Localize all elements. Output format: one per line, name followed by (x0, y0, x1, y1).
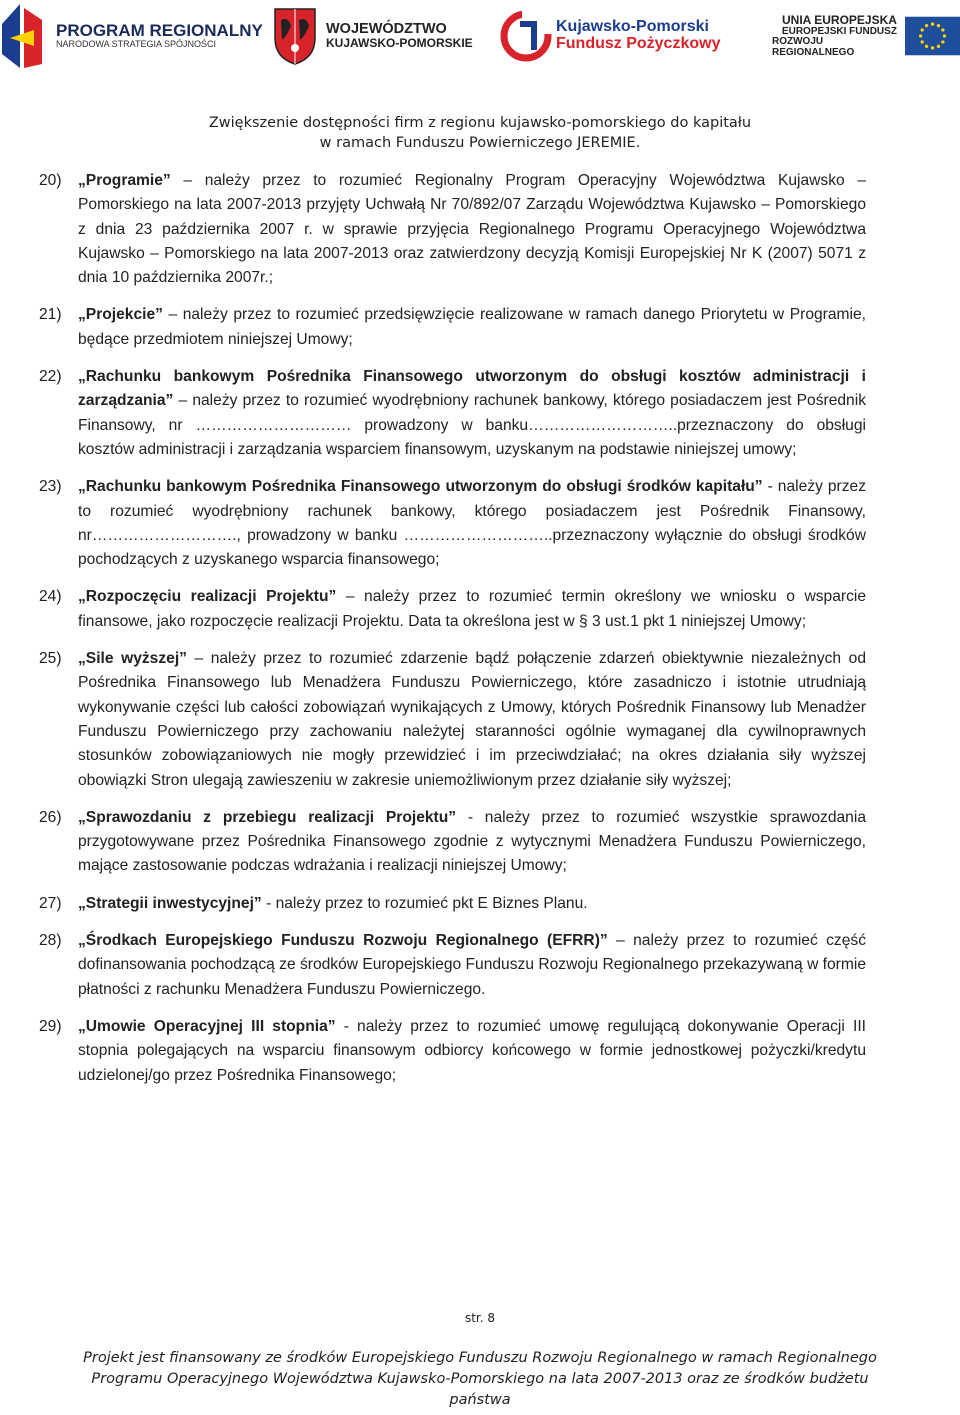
definition-text: - należy przez to rozumieć wszystkie sprawozdania przygotowywane przez Pośrednika Finansowego zgodnie z wytycznymi Menadżera Funduszu Powierniczego, mające zastosowanie podczas wdrażania i realizacji niniejszej Umowy; (78, 808, 866, 875)
footer-line-1: Projekt jest finansowany ze środków Europejskiego Funduszu Rozwoju Regionalnego w ramach Regionalnego (83, 1350, 877, 1366)
definition-item (39, 303, 866, 352)
definition-term: „Programie” (78, 172, 171, 189)
definition-number: 20) (39, 172, 62, 189)
definition-number: 24) (39, 588, 62, 606)
document-header (0, 113, 960, 153)
eu-flag-icon (905, 15, 960, 57)
program-regionalny-emblem-icon (0, 2, 52, 70)
definition-text: – należy przez to rozumieć przedsięwzięcie realizowane w ramach danego Priorytetu w Programie, będące przedmiotem niniejszej Umowy; (78, 306, 866, 348)
wojewodztwo-title: WOJEWÓDZTWO (326, 21, 447, 38)
definition-number: 21) (39, 306, 62, 324)
definition-item (39, 475, 866, 572)
header-line-1: Zwiększenie dostępności firm z regionu kujawsko-pomorskiego do kapitału (208, 115, 752, 131)
definition-term: „Strategii inwestycyjnej” (78, 894, 262, 912)
header-line-2: w ramach Funduszu Powierniczego JEREMIE. (319, 135, 641, 151)
definition-number: 23) (39, 478, 62, 496)
definition-term: „Rozpoczęciu realizacji Projektu” (78, 588, 337, 606)
definition-item (39, 929, 866, 1002)
definition-text: – należy przez to rozumieć wyodrębniony rachunek bankowy, którego posiadaczem jest Pośrednik Finansowy, nr ………………………… prowadzony w banku………………………..przeznaczony do obsługi kosztów administracji i zarządzania wsparciem finansowym, uzyskanym na podstawie niniejszej umowy; (78, 392, 866, 458)
definition-number: 22) (39, 368, 62, 386)
fundusz-title: Kujawsko-Pomorski (556, 18, 709, 36)
definition-text: – należy przez to rozumieć Regionalny Program Operacyjny Województwa Kujawsko – Pomorskiego na lata 2007-2013 przyjęty Uchwałą Nr 70/892/07 Zarządu Województwa Kujawsko – Pomorskiego z dnia 23 października 2007 r. w sprawie przyjęcia Regionalnego Programu Operacyjnego Województwa Kujawsko – Pomorskiego na lata 2007-2013 oraz zatwierdzony decyzją Komisji Europejskiej Nr K (2007) 5071 z dnia 10 października 2007r.; (78, 172, 866, 287)
ue-title: UNIA EUROPEJSKA (782, 12, 897, 27)
unia-europejska-logo (772, 2, 960, 70)
ue-line2: EUROPEJSKI FUNDUSZ (781, 25, 897, 37)
definition-number: 25) (39, 650, 62, 668)
definition-text: - należy przez to rozumieć umowę regulującą dokonywanie Operacji III stopnia polegających na wsparciu finansowym odbiorcy końcowego w formie jednostkowej pożyczki/kredytu udzielonej/go przez Pośrednika Finansowego; (78, 1017, 866, 1084)
definition-term: „Umowie Operacyjnej III stopnia” (78, 1017, 336, 1035)
definition-text: - należy przez to rozumieć wyodrębniony rachunek bankowy, którego posiadaczem jest Pośrednik Finansowy, nr………………………., prowadzony w banku ………………………..przeznaczony wyłącznie do obsługi środków pochodzących z uzyskanego wsparcia finansowego; (78, 478, 867, 569)
definition-term: „Projekcie” (78, 306, 163, 324)
definition-item (39, 647, 866, 793)
logo-bar (0, 0, 960, 75)
fundusz-subtitle: Fundusz Pożyczkowy (556, 35, 721, 52)
definition-text: – należy przez to rozumieć część dofinansowania pochodzącą ze środków Europejskiego Funduszu Rozwoju Regionalnego przekazywaną w formie płatności z rachunku Menadżera Funduszu Powierniczego. (78, 932, 867, 998)
definitions-list (39, 169, 866, 1101)
definition-term: „Sile wyższej” (78, 650, 187, 668)
wojewodztwo-logo (272, 2, 473, 70)
definition-number: 29) (39, 1017, 62, 1035)
fundusz-emblem-icon (500, 10, 552, 62)
footer-line-3: państwa (449, 1392, 511, 1408)
program-regionalny-subtitle: NARODOWA STRATEGIA SPÓJNOŚCI (56, 38, 217, 49)
wojewodztwo-subtitle: KUJAWSKO-POMORSKIE (326, 36, 473, 51)
definition-item (39, 806, 866, 879)
definition-text: - należy przez to rozumieć pkt E Biznes Planu. (261, 894, 588, 912)
definition-number: 26) (39, 808, 62, 826)
definition-item (39, 365, 866, 462)
definition-text: – należy przez to rozumieć zdarzenie bądź połączenie zdarzeń obiektywnie niezależnych od Pośrednika Finansowego lub Menadżera Funduszu Powierniczego, które zasadniczo i istotnie utrudniają wykonywanie części lub całości zobowiązań wynikających z Umowy, których Pośrednik Finansowy lub Menadżer Funduszu Powierniczego przy zachowaniu należytej staranności ogólnie wymaganej dla cywilnoprawnych stosunków zobowiązaniowych nie mogły przewidzieć i im przeciwdziałać; na okres działania siły wyższej obowiązki Stron ulegają zawieszeniu w zakresie uniemożliwionym przez działanie siły wyższej; (78, 650, 866, 789)
definition-term: „Środkach Europejskiego Funduszu Rozwoju Regionalnego (EFRR)” (78, 932, 608, 950)
ue-line3: ROZWOJU REGIONALNEGO (772, 36, 855, 58)
funding-footer (0, 1348, 960, 1411)
definition-term: „Rachunku bankowym Pośrednika Finansowego utworzonym do obsługi środków kapitału” (78, 478, 763, 496)
definition-item (39, 169, 866, 290)
footer-line-2: Programu Operacyjnego Województwa Kujawsko-Pomorskiego na lata 2007-2013 oraz ze środków budżetu (91, 1371, 869, 1387)
program-regionalny-title: PROGRAM REGIONALNY (56, 21, 263, 41)
definition-item (39, 585, 866, 634)
fundusz-logo (500, 2, 720, 70)
definition-number: 28) (39, 932, 62, 950)
definition-item (39, 892, 866, 916)
coat-of-arms-icon (272, 6, 318, 66)
definition-item (39, 1015, 866, 1088)
definition-number: 27) (39, 894, 62, 912)
definition-term: „Sprawozdaniu z przebiegu realizacji Projektu” (78, 808, 457, 826)
definition-text: – należy przez to rozumieć termin określony we wniosku o wsparcie finansowe, jako rozpoczęcie realizacji Projektu. Data ta określona jest w § 3 ust.1 pkt 1 niniejszej Umowy; (78, 588, 866, 630)
definition-term: „Rachunku bankowym Pośrednika Finansowego utworzonym do obsługi kosztów administracji i zarządzania” (78, 368, 866, 410)
program-regionalny-logo (0, 2, 263, 70)
page-number: str. 8 (464, 1311, 496, 1325)
